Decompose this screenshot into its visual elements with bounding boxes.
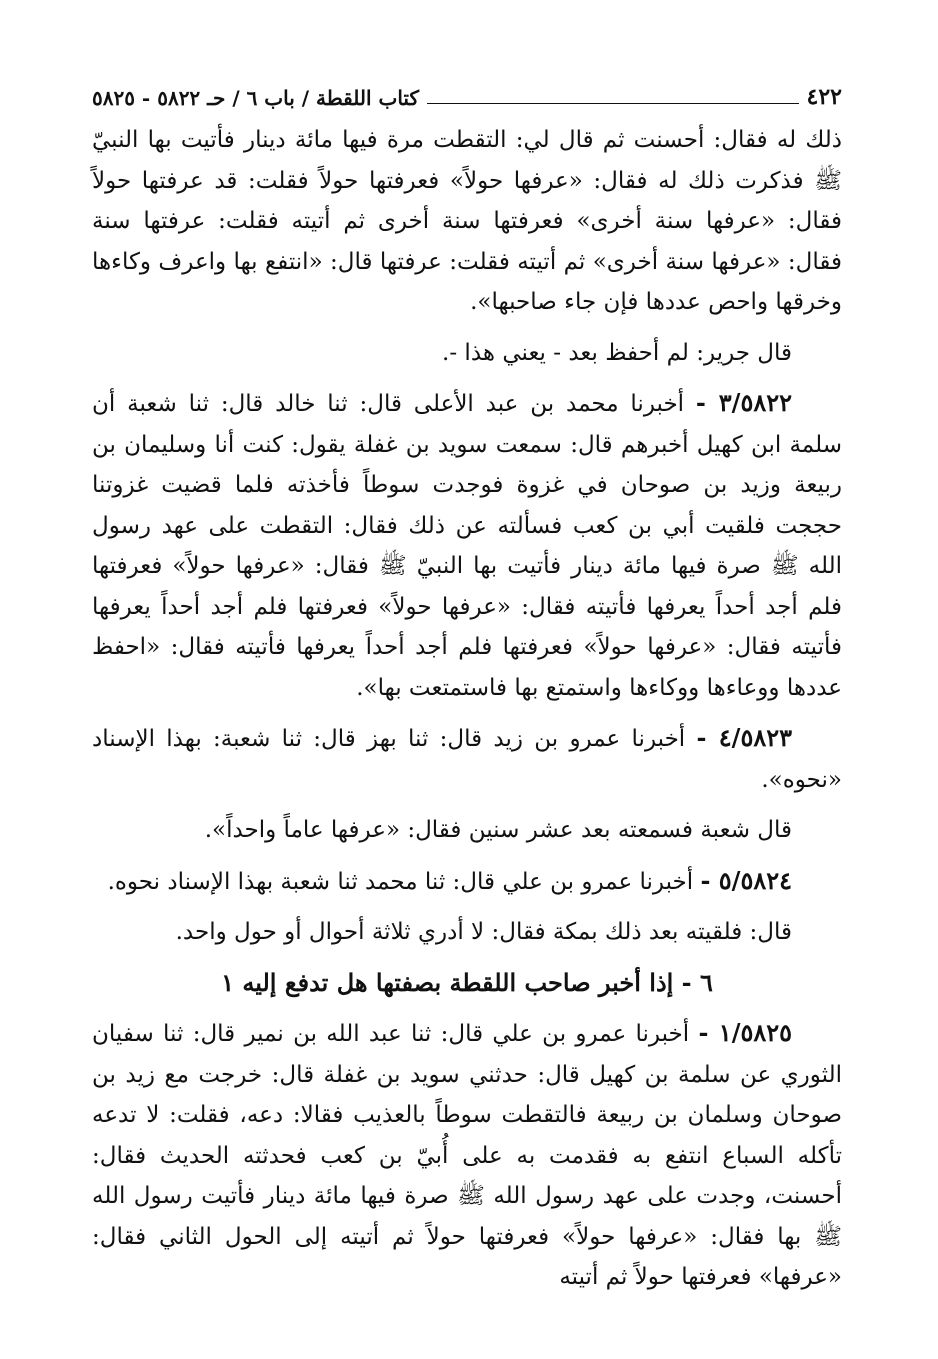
- page-number: ٤٢٢: [806, 84, 842, 110]
- paragraph-continuation: [92, 120, 842, 323]
- paragraph-text: ذلك له فقال: أحسنت ثم قال لي: التقطت مرة فيها مائة دينار فأتيت بها النبيّ ﷺ فذكرت ذلك له فقال: «عرفها حولاً» فعرفتها حولاً فقلت: قد عرفتها حولاً فقال: «عرفها سنة أخرى» فعرفتها سنة أخرى ثم أتيته فقلت: عرفتها سنة فقال: «عرفها سنة أخرى» ثم أتيته فقلت: عرفتها قال: «انتفع بها واعرف وكاءها وخرقها واحص عددها فإن جاء صاحبها».: [92, 127, 842, 315]
- hadith-text: أخبرنا محمد بن عبد الأعلى قال: ثنا خالد قال: ثنا شعبة أن سلمة ابن كهيل أخبرهم قال: سمعت سويد بن غفلة يقول: كنت أنا وسليمان بن ربيعة وزيد بن صوحان في غزوة فوجدت سوطاً فأخذته فلما قضيت غزوتنا حججت فلقيت أبي بن كعب فسألته عن ذلك فقال: التقطت على عهد رسول الله ﷺ صرة فيها مائة دينار فأتيت بها النبيّ ﷺ فقال: «عرفها حولاً» فعرفتها فلم أجد أحداً يعرفها فأتيته فقال: «عرفها حولاً» فعرفتها فلم أجد أحداً يعرفها فأتيته فقال: «عرفها حولاً» فعرفتها فلم أجد أحداً يعرفها فأتيته فقال: «احفظ عددها ووعاءها ووكاءها واستمتع بها فاستمتعت بها».: [92, 391, 842, 701]
- running-header: [92, 80, 842, 110]
- hadith-number: ١/٥٨٢٥ -: [698, 1018, 793, 1047]
- chapter-heading: ٦ - إذا أخبر صاحب اللقطة بصفتها هل تدفع إليه ١: [221, 967, 713, 997]
- paragraph-text: قال: فلقيته بعد ذلك بمكة فقال: لا أدري ثلاثة أحوال أو حول واحد.: [175, 919, 792, 945]
- paragraph-jarir-note: [92, 333, 842, 374]
- hadith-text: أخبرنا عمرو بن علي قال: ثنا عبد الله بن نمير قال: ثنا سفيان الثوري عن سلمة بن كهيل قال: حدثني سويد بن غفلة قال: خرجت مع زيد بن صوحان وسلمان بن ربيعة فالتقطت سوطاً بالعذيب فقالا: دعه، فقلت: لا تدعه تأكله السباع انتفع به فقدمت به على أُبيّ بن كعب فحدثته الحديث فقال: أحسنت، وجدت على عهد رسول الله ﷺ صرة فيها مائة دينار فأتيت رسول الله ﷺ بها فقال: «عرفها حولاً» فعرفتها حولاً ثم أتيته إلى الحول الثاني فقال: «عرفها» فعرفتها حولاً ثم أتيته: [92, 1021, 842, 1290]
- book-page: [92, 80, 842, 1308]
- hadith-5824: [92, 861, 842, 903]
- hadith-5822: [92, 383, 842, 708]
- running-title: كتاب اللقطة / باب ٦ / حـ ٥٨٢٢ - ٥٨٢٥: [92, 86, 419, 110]
- page-body: [92, 120, 842, 1298]
- paragraph-makkah-note: [92, 912, 842, 953]
- paragraph-text: قال جرير: لم أحفظ بعد - يعني هذا -.: [442, 339, 792, 366]
- hadith-number: ٥/٥٨٢٤ -: [700, 865, 792, 895]
- header-rule: [427, 103, 799, 104]
- paragraph-text: قال شعبة فسمعته بعد عشر سنين فقال: «عرفها عاماً واحداً».: [204, 817, 792, 843]
- hadith-text: أخبرنا عمرو بن زيد قال: ثنا بهز قال: ثنا شعبة: بهذا الإسناد «نحوه».: [92, 726, 842, 793]
- hadith-text: أخبرنا عمرو بن علي قال: ثنا محمد ثنا شعبة بهذا الإسناد نحوه.: [107, 868, 694, 895]
- hadith-number: ٤/٥٨٢٣ -: [696, 723, 792, 752]
- hadith-5825: [92, 1013, 842, 1298]
- hadith-number: ٣/٥٨٢٢ -: [695, 388, 792, 417]
- hadith-5823: [92, 718, 842, 800]
- paragraph-shuba-note: [92, 810, 842, 851]
